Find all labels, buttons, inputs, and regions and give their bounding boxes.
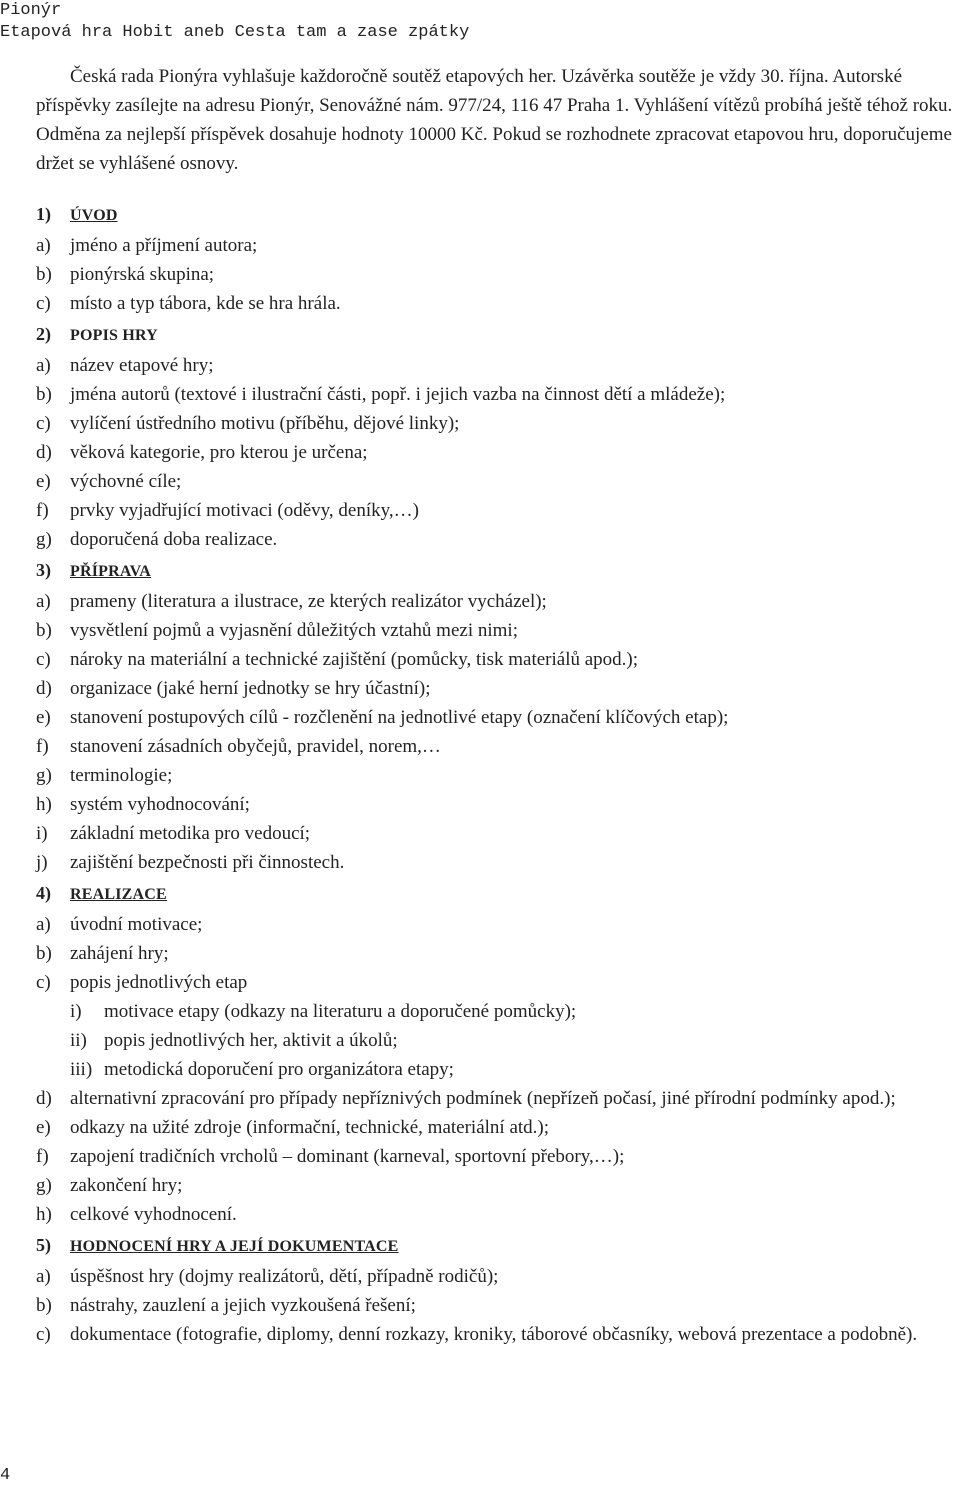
section-title: PŘÍPRAVA <box>70 563 152 580</box>
sub-item-text: metodická doporučení pro organizátora etapy; <box>104 1059 454 1080</box>
list-item <box>36 1200 960 1229</box>
page-header <box>0 0 469 44</box>
item-label: c) <box>36 1324 51 1345</box>
sub-list-item <box>70 1026 960 1055</box>
item-label: c) <box>36 293 51 314</box>
list-item <box>36 438 960 467</box>
list-item <box>36 260 960 289</box>
section-title: POPIS HRY <box>70 327 158 344</box>
outline <box>36 198 960 1349</box>
item-text: jméno a příjmení autora; <box>70 235 258 256</box>
item-text: zahájení hry; <box>70 943 169 964</box>
page-number: 4 <box>0 1466 11 1485</box>
item-text: systém vyhodnocování; <box>70 794 250 815</box>
section-heading <box>36 556 960 587</box>
list-item <box>36 380 960 409</box>
item-label: j) <box>36 852 48 873</box>
item-text: úvodní motivace; <box>70 914 203 935</box>
section-number: 1) <box>36 204 51 224</box>
section-heading <box>36 320 960 351</box>
list-item <box>36 289 960 318</box>
item-label: c) <box>36 413 51 434</box>
list-item <box>36 848 960 877</box>
item-text: věková kategorie, pro kterou je určena; <box>70 442 368 463</box>
section-number: 5) <box>36 1235 51 1255</box>
header-title: Etapová hra Hobit aneb Cesta tam a zase zpátky <box>0 23 470 42</box>
item-text: terminologie; <box>70 765 173 786</box>
sub-item-text: motivace etapy (odkazy na literaturu a doporučené pomůcky); <box>104 1001 577 1022</box>
sub-item-text: popis jednotlivých her, aktivit a úkolů; <box>104 1030 398 1051</box>
item-label: e) <box>36 471 51 492</box>
item-label: c) <box>36 972 51 993</box>
item-text: jména autorů (textové i ilustrační části, popř. i jejich vazba na činnost dětí a mládeže); <box>70 384 726 405</box>
list-item <box>36 761 960 790</box>
item-label: h) <box>36 794 52 815</box>
item-label: f) <box>36 500 49 521</box>
item-text: doporučená doba realizace. <box>70 529 278 550</box>
list-item <box>36 351 960 380</box>
item-text: místo a typ tábora, kde se hra hrála. <box>70 293 341 314</box>
item-label: b) <box>36 620 52 641</box>
item-text: vylíčení ústředního motivu (příběhu, dějové linky); <box>70 413 460 434</box>
item-text: nástrahy, zauzlení a jejich vyzkoušená řešení; <box>70 1295 416 1316</box>
item-text: pionýrská skupina; <box>70 264 215 285</box>
sub-item-label: i) <box>70 1001 82 1022</box>
list-item <box>36 732 960 761</box>
list-item <box>36 819 960 848</box>
item-label: a) <box>36 591 51 612</box>
list-item <box>36 703 960 732</box>
item-text: vysvětlení pojmů a vyjasnění důležitých vztahů mezi nimi; <box>70 620 518 641</box>
item-text: alternativní zpracování pro případy nepříznivých podmínek (nepřízeň počasí, jiné přírodní podmínky apod.); <box>70 1088 896 1109</box>
section-number: 2) <box>36 324 51 344</box>
list-item <box>36 968 960 997</box>
list-item <box>36 525 960 554</box>
list-item <box>36 1084 960 1113</box>
list-item <box>36 409 960 438</box>
item-text: zajištění bezpečnosti při činnostech. <box>70 852 345 873</box>
item-label: a) <box>36 914 51 935</box>
item-label: d) <box>36 442 52 463</box>
header-org: Pionýr <box>0 1 62 20</box>
item-text: prvky vyjadřující motivaci (oděvy, deníky,…) <box>70 500 419 521</box>
item-label: c) <box>36 649 51 670</box>
intro-paragraph: Česká rada Pionýra vyhlašuje každoročně soutěž etapových her. Uzávěrka soutěže je vždy 30. října. Autorské příspěvky zasílejte na adresu Pionýr, Senovážné nám. 977/24, 116 47 Praha 1. Vyhlášení vítězů probíhá ještě téhož roku. Odměna za nejlepší příspěvek dosahuje hodnoty 10000 Kč. Pokud se rozhodnete zpracovat etapovou hru, doporučujeme držet se vyhlášené osnovy. <box>36 66 953 174</box>
item-label: e) <box>36 1117 51 1138</box>
section-number: 4) <box>36 883 51 903</box>
item-label: d) <box>36 678 52 699</box>
section-heading <box>36 200 960 231</box>
list-item <box>36 1262 960 1291</box>
item-text: název etapové hry; <box>70 355 214 376</box>
sub-list-item <box>70 1055 960 1084</box>
item-text: zakončení hry; <box>70 1175 183 1196</box>
item-text: dokumentace (fotografie, diplomy, denní rozkazy, kroniky, táborové občasníky, webová prezentace a podobně). <box>70 1324 918 1345</box>
list-item <box>36 790 960 819</box>
item-text: organizace (jaké herní jednotky se hry účastní); <box>70 678 431 699</box>
item-text: prameny (literatura a ilustrace, ze kterých realizátor vycházel); <box>70 591 547 612</box>
section-title: REALIZACE <box>70 886 167 903</box>
item-label: g) <box>36 529 52 550</box>
list-item <box>36 467 960 496</box>
item-label: a) <box>36 1266 51 1287</box>
sub-item-label: ii) <box>70 1030 87 1051</box>
section-heading <box>36 879 960 910</box>
list-item <box>36 616 960 645</box>
item-text: výchovné cíle; <box>70 471 182 492</box>
item-text: úspěšnost hry (dojmy realizátorů, dětí, případně rodičů); <box>70 1266 499 1287</box>
item-text: odkazy na užité zdroje (informační, technické, materiální atd.); <box>70 1117 550 1138</box>
item-label: i) <box>36 823 48 844</box>
item-text: celkové vyhodnocení. <box>70 1204 237 1225</box>
item-label: f) <box>36 736 49 757</box>
list-item <box>36 1320 960 1349</box>
list-item <box>36 939 960 968</box>
list-item <box>36 1171 960 1200</box>
item-label: d) <box>36 1088 52 1109</box>
item-label: f) <box>36 1146 49 1167</box>
item-text: nároky na materiální a technické zajištění (pomůcky, tisk materiálů apod.); <box>70 649 639 670</box>
list-item <box>36 1291 960 1320</box>
list-item <box>36 1142 960 1171</box>
section-title: ÚVOD <box>70 207 118 224</box>
list-item <box>36 1113 960 1142</box>
sub-item-label: iii) <box>70 1059 93 1080</box>
item-label: g) <box>36 1175 52 1196</box>
item-text: stanovení postupových cílů - rozčlenění na jednotlivé etapy (označení klíčových etap); <box>70 707 729 728</box>
list-item <box>36 231 960 260</box>
item-text: stanovení zásadních obyčejů, pravidel, norem,… <box>70 736 441 757</box>
item-label: a) <box>36 235 51 256</box>
item-label: b) <box>36 943 52 964</box>
section-title: HODNOCENÍ HRY A JEJÍ DOKUMENTACE <box>70 1238 399 1255</box>
section-heading <box>36 1231 960 1262</box>
list-item <box>36 910 960 939</box>
item-label: e) <box>36 707 51 728</box>
item-label: h) <box>36 1204 52 1225</box>
list-item <box>36 645 960 674</box>
item-label: g) <box>36 765 52 786</box>
item-text: zapojení tradičních vrcholů – dominant (karneval, sportovní přebory,…); <box>70 1146 625 1167</box>
item-label: b) <box>36 264 52 285</box>
list-item <box>36 496 960 525</box>
item-text: základní metodika pro vedoucí; <box>70 823 311 844</box>
item-text: popis jednotlivých etap <box>70 972 248 993</box>
list-item <box>36 674 960 703</box>
section-number: 3) <box>36 560 51 580</box>
item-label: b) <box>36 1295 52 1316</box>
list-item <box>36 587 960 616</box>
sub-list-item <box>70 997 960 1026</box>
item-label: b) <box>36 384 52 405</box>
item-label: a) <box>36 355 51 376</box>
